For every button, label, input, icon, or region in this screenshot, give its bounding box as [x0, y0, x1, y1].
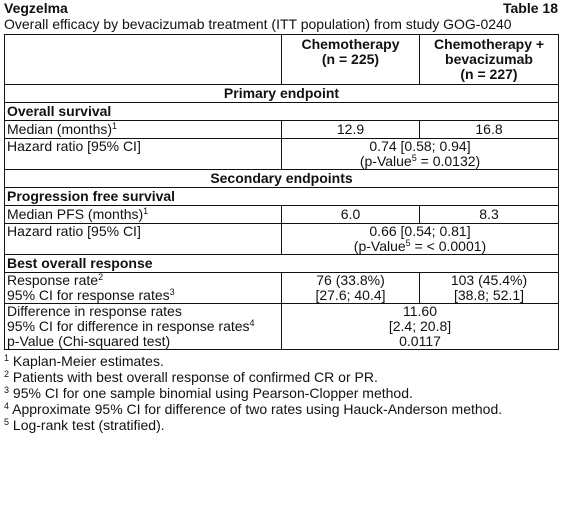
- table-number: Table 18: [503, 0, 558, 16]
- row-label: Hazard ratio [95% CI]: [5, 139, 282, 170]
- header-chemo-line1: Chemotherapy: [301, 36, 400, 52]
- table-caption: Overall efficacy by bevacizumab treatment (ITT population) from study GOG-0240: [4, 16, 512, 32]
- table-row: [5, 206, 559, 224]
- cell-value: 16.8: [420, 121, 559, 139]
- table-row: [5, 224, 559, 255]
- row-label: Difference in response rates 95% CI for difference in response rates$^4$ p-Value (Chi-squared test): [5, 304, 282, 350]
- document-page: [0, 1, 562, 515]
- cell-value: 12.9: [282, 121, 420, 139]
- row-label: Median (months)$^1$: [5, 121, 282, 139]
- cell-value: 6.0: [282, 206, 420, 224]
- hr-pvalue: (p-Value$^5$ = < 0.0001): [353, 238, 487, 254]
- cell-value: 8.3: [420, 206, 559, 224]
- header-row: [5, 35, 559, 85]
- header-bev-line2: bevacizumab: [445, 51, 533, 67]
- group-row-pfs: [5, 188, 559, 206]
- hr-pvalue: (p-Value$^5$ = 0.0132): [359, 153, 481, 169]
- table-row: [5, 273, 559, 304]
- section-row-secondary: [5, 170, 559, 188]
- cell-value: 11.60 [2.4; 20.8] 0.0117: [282, 304, 559, 350]
- header-bev-cell: [420, 35, 559, 85]
- cell-value: 76 (33.8%) [27.6; 40.4]: [282, 273, 420, 304]
- section-row-primary: [5, 85, 559, 103]
- footnotes: [4, 353, 558, 433]
- header-bev-line1: Chemotherapy +: [433, 36, 545, 52]
- group-pfs-label: Progression free survival: [5, 188, 559, 206]
- footnote: $^3$ 95% CI for one sample binomial using Pearson-Clopper method.: [4, 385, 413, 401]
- cell-value: [282, 224, 559, 255]
- group-row-os: [5, 103, 559, 121]
- table-row: [5, 304, 559, 350]
- section-primary-label: Primary endpoint: [5, 85, 559, 103]
- group-bor-label: Best overall response: [5, 255, 559, 273]
- product-title: Vegzelma: [4, 0, 68, 16]
- hr-value: 0.66 [0.54; 0.81]: [369, 223, 471, 239]
- footnote: $^4$ Approximate 95% CI for difference of two rates using Hauck-Anderson method.: [4, 401, 503, 417]
- header-empty-cell: [5, 35, 282, 85]
- row-label: Median PFS (months)$^1$: [5, 206, 282, 224]
- group-os-label: Overall survival: [5, 103, 559, 121]
- row-label: Hazard ratio [95% CI]: [5, 224, 282, 255]
- header-chemo-cell: [282, 35, 420, 85]
- cell-value: 103 (45.4%) [38.8; 52.1]: [420, 273, 559, 304]
- cell-value: [282, 139, 559, 170]
- header-bev-line3: (n = 227): [460, 66, 518, 82]
- footnote: $^1$ Kaplan-Meier estimates.: [4, 353, 164, 369]
- title-row: [4, 1, 558, 16]
- row-label: Response rate$^2$ 95% CI for response rates$^3$: [5, 273, 282, 304]
- table-row: [5, 139, 559, 170]
- efficacy-table: [4, 34, 559, 350]
- section-secondary-label: Secondary endpoints: [5, 170, 559, 188]
- hr-value: 0.74 [0.58; 0.94]: [369, 138, 471, 154]
- footnote: $^5$ Log-rank test (stratified).: [4, 417, 165, 433]
- table-row: [5, 121, 559, 139]
- header-chemo-line2: (n = 225): [321, 51, 380, 67]
- footnote: $^2$ Patients with best overall response of confirmed CR or PR.: [4, 369, 378, 385]
- group-row-bor: [5, 255, 559, 273]
